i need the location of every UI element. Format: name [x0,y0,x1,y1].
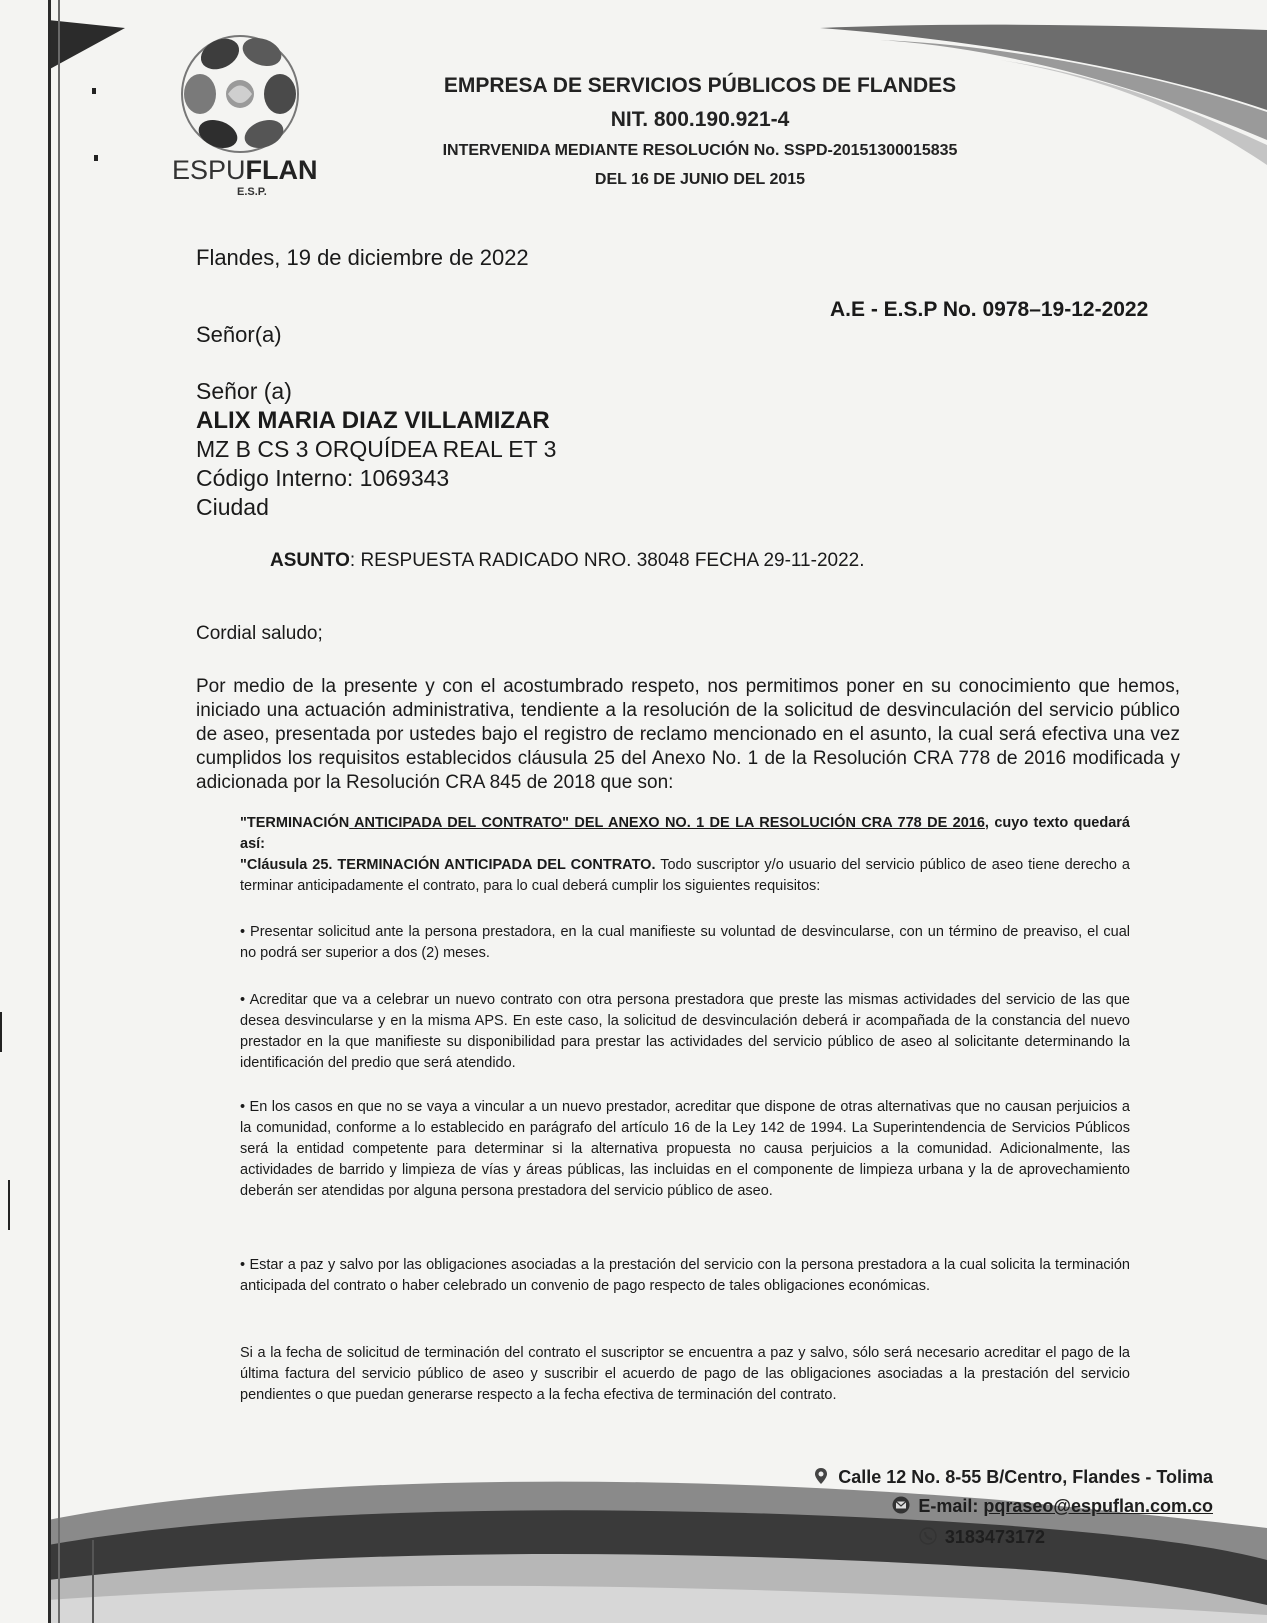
envelope-icon [892,1496,910,1514]
recipient-city: Ciudad [196,494,269,520]
company-nit: NIT. 800.190.921-4 [610,108,790,131]
recipient-address: MZ B CS 3 ORQUÍDEA REAL ET 3 [196,436,557,462]
location-pin-icon [812,1467,830,1485]
clause-25-intro: "Cláusula 25. TERMINACIÓN ANTICIPADA DEL CONTRATO. Todo suscriptor y/o usuario del servicio público de aseo tiene derecho a terminar anticipadamente el contrato, para lo cual deberá cumplir los siguientes requisitos: [240,857,1131,894]
scan-edge-line [58,0,60,1623]
intervention-resolution: INTERVENIDA MEDIANTE RESOLUCIÓN No. SSPD-20151300015835 [442,142,958,159]
requirement-bullet: • Estar a paz y salvo por las obligaciones asociadas a la prestación del servicio con la persona prestadora a la cual solicita la terminación anticipada del contrato o haber celebrado un convenio de pago respecto de tales obligaciones económicas. [240,1257,1130,1294]
subject-text: : RESPUESTA RADICADO NRO. 38048 FECHA 29-11-2022. [349,550,865,571]
subject-line [270,550,865,572]
phone-icon [919,1527,937,1545]
email-link[interactable]: pqraseo@espuflan.com.co [983,1496,1213,1516]
scan-speck [94,155,98,161]
requirement-bullet: • Presentar solicitud ante la persona prestadora, en la cual manifieste su voluntad de desvincularse, con un término de preaviso, el cual no podrá ser superior a dos (2) meses. [240,924,1130,961]
intervention-date: DEL 16 DE JUNIO DEL 2015 [594,171,806,188]
scan-edge-line [0,1012,2,1052]
logo-subtitle: E.S.P. [237,186,267,198]
scan-edge-line [48,0,51,1623]
logo-wordmark: ESPUFLAN [172,155,318,185]
scan-edge-line [8,1180,10,1230]
requirement-bullet: • En los casos en que no se vaya a vincular a un nuevo prestador, acreditar que dispone de otras alternativas que no causan perjuicios a la comunidad, conforme a lo establecido en parágrafo del artículo 16 de la Ley 142 de 1994. La Superintendencia de Servicios Públicos será la entidad competente para determinar si la alternativa propuesta no causa perjuicios a la comunidad. Adicionalmente, las actividades de barrido y limpieza de vías y áreas públicas, las incluidas en el componente de limpieza urbana y la de aprovechamiento deberán ser atendidas por alguna persona prestadora del servicio público de aseo. [240,1099,1130,1199]
footer-phone: 3183473172 [919,1527,1045,1548]
subject-label: ASUNTO [270,550,350,571]
recipient-internal-code: Código Interno: 1069343 [196,465,450,491]
footer-email: E-mail: pqraseo@espuflan.com.co [892,1496,1213,1517]
recipient-title: Señor (a) [196,378,292,404]
intro-paragraph: Por medio de la presente y con el acostumbrado respeto, nos permitimos poner en su conocimiento que hemos, iniciado una actuación administrativa, tendiente a la resolución de la solicitud de desvinculación del servicio público de aseo, presentada por ustedes bajo el registro de reclamo mencionado en el asunto, la cual será efectiva una vez cumplidos los requisitos establecidos cláusula 25 del Anexo No. 1 de la Resolución CRA 778 de 2016 modificada y adicionada por la Resolución CRA 845 de 2018 que son: [196,676,1180,793]
quote-heading: "TERMINACIÓN ANTICIPADA DEL CONTRATO" DEL ANEXO NO. 1 DE LA RESOLUCIÓN CRA 778 DE 2016, cuyo texto quedará así: [240,815,1130,852]
recipient-name: ALIX MARIA DIAZ VILLAMIZAR [196,407,550,434]
requirement-bullet: • Acreditar que va a celebrar un nuevo contrato con otra persona prestadora que preste las mismas actividades del servicio de las que desea desvincularse y en la misma APS. En este caso, la solicitud de desvinculación deberá ir acompañada de la constancia del nuevo prestador en la que manifieste su disponibilidad para prestar las actividades del servicio público de aseo al solicitante determinando la identificación del predio que será atendido. [240,992,1130,1071]
place-date: Flandes, 19 de diciembre de 2022 [196,245,529,270]
footer-address: Calle 12 No. 8-55 B/Centro, Flandes - Tolima [812,1467,1213,1488]
greeting: Cordial saludo; [196,623,323,644]
reference-number: A.E - E.S.P No. 0978–19-12-2022 [830,298,1149,321]
clause-closing-paragraph: Si a la fecha de solicitud de terminación del contrato el suscriptor se encuentra a paz y salvo, sólo será necesario acreditar el pago de la última factura del servicio público de aseo y suscribir el acuerdo de pago de las obligaciones asociadas a la prestación del servicio pendientes o que puedan generarse respecto a la fecha efectiva de terminación del contrato. [240,1345,1130,1403]
scan-speck [92,88,96,94]
company-name: EMPRESA DE SERVICIOS PÚBLICOS DE FLANDES [443,74,957,97]
salutation-top: Señor(a) [196,322,282,347]
scan-edge-line [92,1540,94,1623]
